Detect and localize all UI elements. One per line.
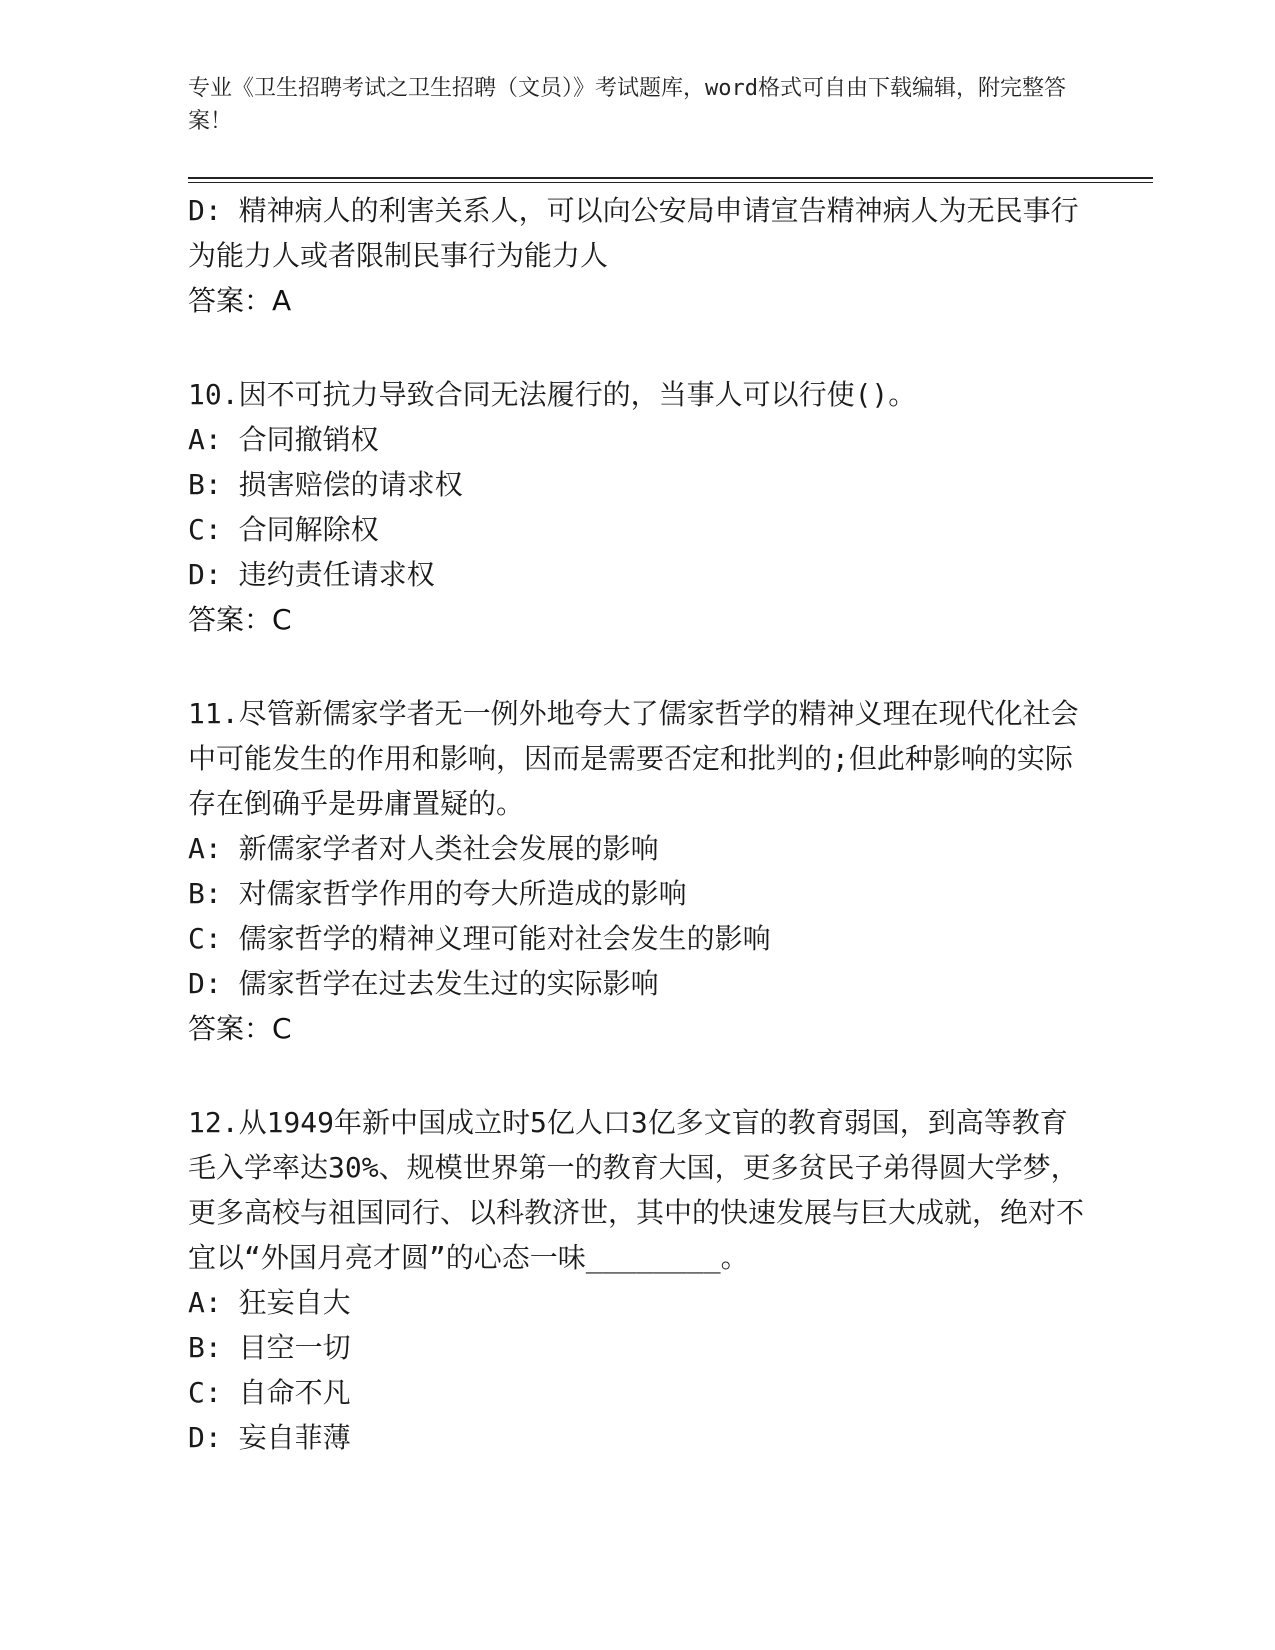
option-c: C: 自命不凡 — [188, 1376, 351, 1409]
answer-line: 答案：C — [188, 1012, 292, 1045]
header-divider-thin — [188, 182, 1153, 183]
answer-line: 答案：A — [188, 284, 292, 317]
option-a: A: 狂妄自大 — [188, 1286, 351, 1319]
document-header: 专业《卫生招聘考试之卫生招聘（文员）》考试题库，word格式可自由下载编辑，附完整答案！ — [188, 76, 1066, 134]
answer-line: 答案：C — [188, 603, 292, 636]
option-b: B: 损害赔偿的请求权 — [188, 468, 463, 501]
question-9-tail — [188, 188, 1088, 323]
option-c: C: 合同解除权 — [188, 513, 379, 546]
question-content — [188, 188, 1088, 1460]
option-a: A: 合同撤销权 — [188, 423, 379, 456]
question-stem: 12.从1949年新中国成立时5亿人口3亿多文盲的教育弱国，到高等教育毛入学率达30%、规模世界第一的教育大国，更多贫民子弟得圆大学梦，更多高校与祖国同行、以科教济世，其中的快速发展与巨大成就，绝对不宜以“外国月亮才圆”的心态一味________。 — [188, 1106, 1085, 1274]
option-c: C: 儒家哲学的精神义理可能对社会发生的影响 — [188, 922, 771, 955]
question-12 — [188, 1100, 1088, 1460]
question-11 — [188, 691, 1088, 1051]
option-b: B: 目空一切 — [188, 1331, 351, 1364]
question-10 — [188, 372, 1088, 642]
option-d: D: 精神病人的利害关系人，可以向公安局申请宣告精神病人为无民事行为能力人或者限制民事行为能力人 — [188, 194, 1079, 272]
option-d: D: 妄自菲薄 — [188, 1421, 351, 1454]
question-stem: 10.因不可抗力导致合同无法履行的，当事人可以行使()。 — [188, 378, 917, 411]
option-b: B: 对儒家哲学作用的夸大所造成的影响 — [188, 877, 687, 910]
question-stem: 11.尽管新儒家学者无一例外地夸大了儒家哲学的精神义理在现代化社会中可能发生的作用和影响，因而是需要否定和批判的;但此种影响的实际存在倒确乎是毋庸置疑的。 — [188, 697, 1079, 820]
header-divider — [188, 177, 1153, 179]
option-d: D: 儒家哲学在过去发生过的实际影响 — [188, 967, 659, 1000]
option-a: A: 新儒家学者对人类社会发展的影响 — [188, 832, 659, 865]
option-d: D: 违约责任请求权 — [188, 558, 435, 591]
